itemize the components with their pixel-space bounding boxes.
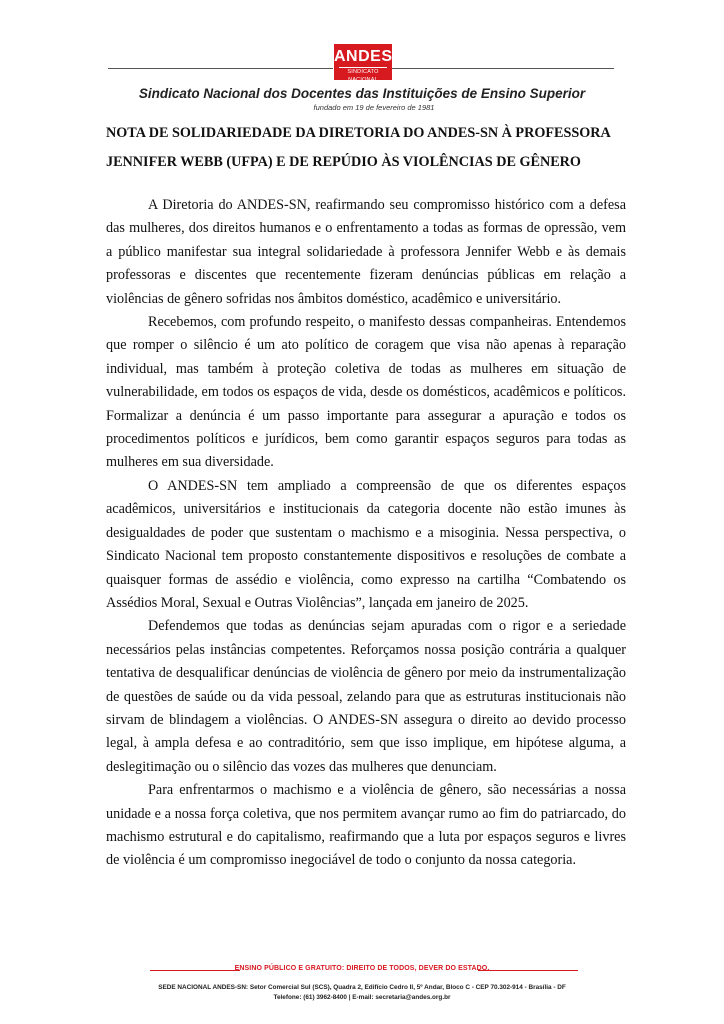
logo-subtitle: SINDICATO NACIONAL (339, 67, 387, 84)
paragraph: Para enfrentarmos o machismo e a violência de gênero, são necessárias a nossa unidade e a nossa força coletiva, que nos permitem avançar rumo ao fim do patriarcado, do machismo estrutural e do capitalismo, reafirmando que a luta por espaços seguros e livres de violência é um compromisso inegociável de todo o conjunto da nossa categoria. (106, 782, 626, 869)
footer-slogan: ENSINO PÚBLICO E GRATUITO: DIREITO DE TODOS, DEVER DO ESTADO. (234, 965, 490, 972)
organization-founded: fundado em 19 de fevereiro de 1981 (313, 103, 435, 112)
paragraph: Defendemos que todas as denúncias sejam apuradas com o rigor e a seriedade necessários pelas instâncias competentes. Reforçamos nossa posição contrária a qualquer tentativa de desqualificar denúncias de violência de gênero por meio da instrumentalização de questões de saúde ou da vida pessoal, zelando para que as estruturas institucionais não sirvam de blindagem a violências. O ANDES-SN assegura o direito ao devido processo legal, à ampla defesa e ao contraditório, sem que isso implique, em hipótese alguma, a deslegitimação ou o silêncio das vozes das mulheres que denunciam. (106, 618, 626, 775)
paragraph: Recebemos, com profundo respeito, o manifesto dessas companheiras. Entendemos que romper o silêncio é um ato político de coragem que visa não apenas à reparação individual, mas também à proteção coletiva de todas as mulheres em situação de vulnerabilidade, em todos os espaços de vida, desde os domésticos, acadêmicos e políticos. Formalizar a denúncia é um passo importante para assegurar a apuração e todos os procedimentos políticos e jurídicos, bem como garantir espaços seguros para todas as mulheres em sua diversidade. (106, 314, 626, 471)
document-title: NOTA DE SOLIDARIEDADE DA DIRETORIA DO ANDES-SN À PROFESSORA JENNIFER WEBB (UFPA) E DE REPÚDIO ÀS VIOLÊNCIAS DE GÊNERO (106, 125, 611, 170)
organization-name: Sindicato Nacional dos Docentes das Instituições de Ensino Superior (138, 86, 586, 101)
footer-address: SEDE NACIONAL ANDES-SN: Setor Comercial Sul (SCS), Quadra 2, Edifício Cedro II, 5º Andar, Bloco C - CEP 70.302-914 - Brasília - DF (158, 984, 566, 991)
logo-name: ANDES (334, 48, 393, 65)
footer-contact: Telefone: (61) 3962-8400 | E-mail: secretaria@andes.org.br (273, 994, 451, 1001)
document-body (106, 194, 626, 873)
paragraph: O ANDES-SN tem ampliado a compreensão de que os diferentes espaços acadêmicos, universitários e institucionais da categoria docente não estão imunes às desigualdades de poder que sustentam o machismo e a misoginia. Nessa perspectiva, o Sindicato Nacional tem proposto constantemente dispositivos e resoluções de combate a quaisquer formas de assédio e violência, como expresso na cartilha “Combatendo os Assédios Moral, Sexual e Outras Violências”, lançada em janeiro de 2025. (106, 477, 626, 611)
header-rule-left (108, 68, 333, 69)
paragraph: A Diretoria do ANDES-SN, reafirmando seu compromisso histórico com a defesa das mulheres, dos direitos humanos e o enfrentamento a todas as formas de opressão, vem a público manifestar sua integral solidariedade à professora Jennifer Webb e às demais professoras e discentes que recentemente fizeram denúncias públicas em relação a violências de gênero sofridas nos âmbitos doméstico, acadêmico e universitário. (106, 197, 626, 307)
andes-logo (334, 44, 393, 83)
header-rule-right (392, 68, 614, 69)
